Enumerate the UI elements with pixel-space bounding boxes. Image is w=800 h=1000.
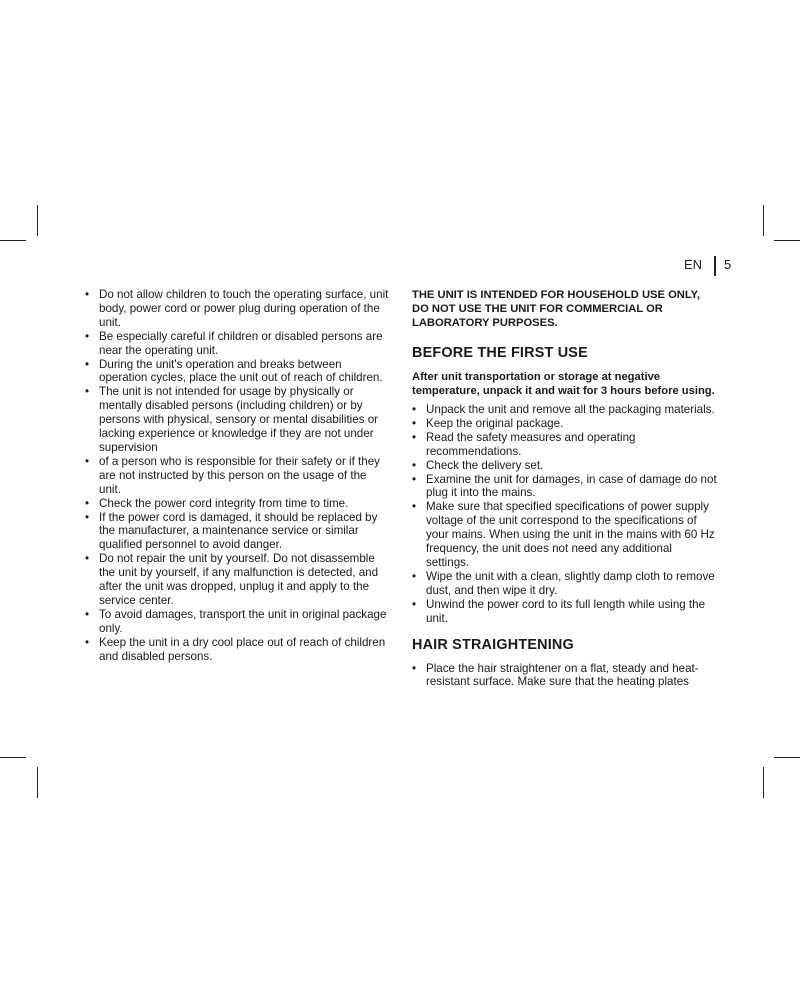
list-item: • If the power cord is damaged, it should be replaced by the manufacturer, a maintenance service or similar qualified personnel to avoid danger. <box>85 511 390 553</box>
header-divider <box>714 256 716 276</box>
hair-straightening-list <box>412 662 717 690</box>
crop-mark-top-right-vertical <box>763 205 764 236</box>
list-item: • of a person who is responsible for their safety or if they are not instructed by this person on the usage of the unit. <box>85 455 390 497</box>
crop-mark-top-left-vertical <box>37 205 38 236</box>
list-item: • Place the hair straightener on a flat, steady and heat-resistant surface. Make sure that the heating plates <box>412 662 717 690</box>
household-use-notice: THE UNIT IS INTENDED FOR HOUSEHOLD USE ONLY, DO NOT USE THE UNIT FOR COMMERCIAL OR LABORATORY PURPOSES. <box>412 289 700 330</box>
list-item: • Wipe the unit with a clean, slightly damp cloth to remove dust, and then wipe it dry. <box>412 570 717 598</box>
before-first-use-list <box>412 403 717 626</box>
left-column <box>85 288 390 663</box>
page-header <box>680 256 770 276</box>
crop-mark-bottom-right-horizontal <box>774 757 800 758</box>
list-item: • Be especially careful if children or disabled persons are near the operating unit. <box>85 330 390 358</box>
list-item: • Keep the original package. <box>412 417 717 431</box>
hair-straightening-heading: HAIR STRAIGHTENING <box>412 636 574 653</box>
crop-mark-top-right-horizontal <box>774 240 800 241</box>
list-item: • The unit is not intended for usage by physically or mentally disabled persons (including children) or by persons with physical, sensory or mental disabilities or lacking experience or knowledge if they are not under supervision <box>85 385 390 455</box>
list-item: • Make sure that specified specifications of power supply voltage of the unit correspond to the specifications of your mains. When using the unit in the mains with 60 Hz frequency, the unit does not need any additional settings. <box>412 500 717 570</box>
list-item: • Check the delivery set. <box>412 459 717 473</box>
page-number: 5 <box>724 257 732 272</box>
crop-mark-top-left-horizontal <box>0 240 26 241</box>
transport-warning: After unit transportation or storage at negative temperature, unpack it and wait for 3 hours before using. <box>412 370 715 397</box>
crop-mark-bottom-left-horizontal <box>0 757 26 758</box>
language-code: EN <box>684 257 703 272</box>
safety-list <box>85 288 390 663</box>
list-item: • Keep the unit in a dry cool place out of reach of children and disabled persons. <box>85 636 390 664</box>
list-item: • Unpack the unit and remove all the packaging materials. <box>412 403 717 417</box>
crop-mark-bottom-left-vertical <box>37 767 38 798</box>
list-item: • Examine the unit for damages, in case of damage do not plug it into the mains. <box>412 473 717 501</box>
list-item: • Do not repair the unit by yourself. Do not disassemble the unit by yourself, if any malfunction is detected, and after the unit was dropped, unplug it and apply to the service center. <box>85 552 390 608</box>
right-column <box>412 288 717 689</box>
list-item: • During the unit's operation and breaks between operation cycles, place the unit out of reach of children. <box>85 358 390 386</box>
list-item: • To avoid damages, transport the unit in original package only. <box>85 608 390 636</box>
crop-mark-bottom-right-vertical <box>763 767 764 798</box>
list-item: • Read the safety measures and operating recommendations. <box>412 431 717 459</box>
list-item: • Do not allow children to touch the operating surface, unit body, power cord or power plug during operation of the unit. <box>85 288 390 330</box>
before-first-use-heading: BEFORE THE FIRST USE <box>412 344 588 361</box>
list-item: • Check the power cord integrity from time to time. <box>85 497 390 511</box>
list-item: • Unwind the power cord to its full length while using the unit. <box>412 598 717 626</box>
